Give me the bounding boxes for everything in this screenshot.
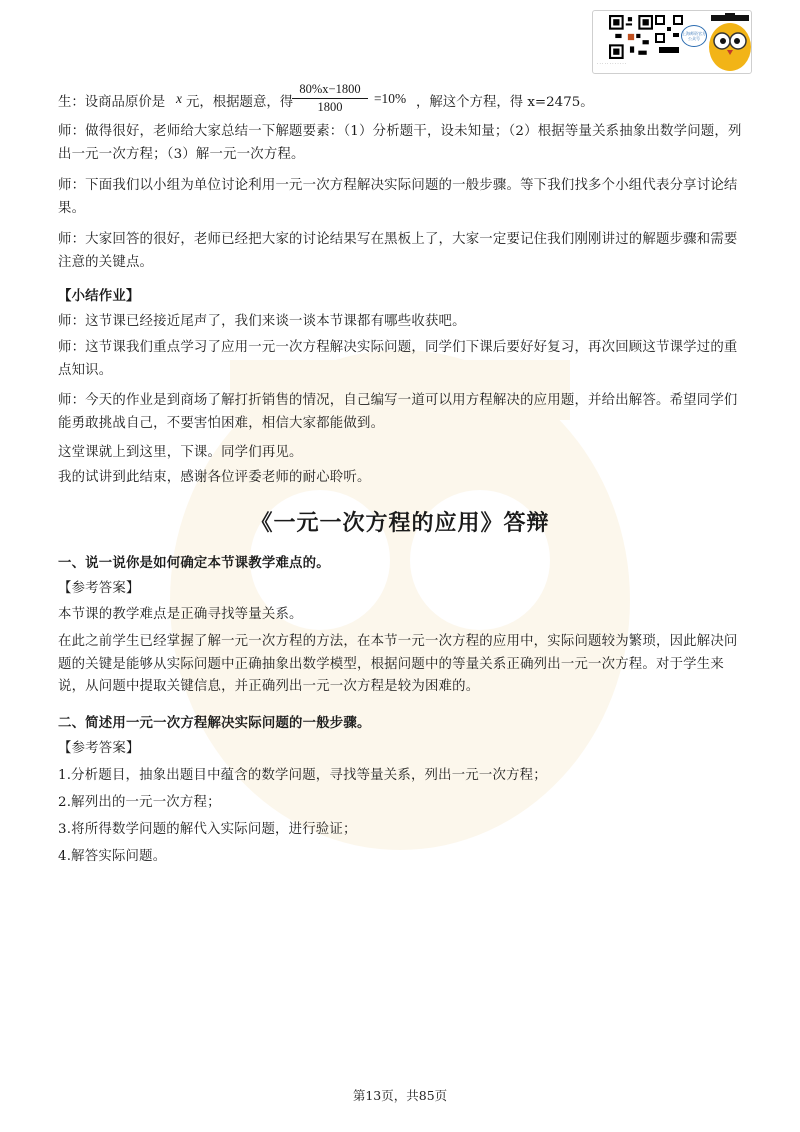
- badge-caption-dots: · · · · · · · · · · · ·: [597, 61, 627, 66]
- step-item: 3.将所得数学问题的解代入实际问题，进行验证；: [58, 822, 357, 837]
- speech-bubble: 上海师资官方公众号: [681, 25, 707, 47]
- page-title: 《一元一次方程的应用》答辩: [250, 510, 550, 536]
- question-1: 一、说一说你是如何确定本节课教学难点的。: [58, 555, 330, 571]
- step-item: 1.分析题目，抽象出题目中蕴含的数学问题，寻找等量关系，列出一元一次方程；: [58, 768, 547, 783]
- formula-equals: =10%: [374, 91, 407, 106]
- answer-1-line-2: 在此之前学生已经掌握了解一元一次方程的方法，在本节一元一次方程的应用中，实际问题较为繁琐，因此解决问题的关键是能够从实际问题中正确抽象出数学模型，根据问题中的等量关系正确列出一元一次方程。对于学生来说，从问题中提取关键信息，并正确列出一元一次方程是较为困难的。: [58, 634, 738, 695]
- question-2: 二、简述用一元一次方程解决实际问题的一般步骤。: [58, 715, 371, 731]
- reference-answer-label-1: 【参考答案】: [58, 581, 140, 596]
- fraction: [290, 82, 370, 115]
- qr-code-icon-secondary: [655, 15, 683, 59]
- reference-answer-label-2: 【参考答案】: [58, 741, 140, 756]
- fraction-numerator: 80%x−1800: [299, 82, 361, 96]
- formula-middle: 元，根据题意，得: [186, 95, 294, 110]
- section-heading-summary: 【小结作业】: [58, 288, 140, 304]
- formula-line: [58, 82, 748, 116]
- paragraph-blackboard: 师：大家回答的很好，老师已经把大家的讨论结果写在黑板上了，大家一定要记住我们刚刚讲过的解题步骤和需要注意的关键点。: [58, 232, 738, 270]
- paragraph-dismiss: 这堂课就上到这里，下课。同学们再见。: [58, 445, 303, 460]
- fraction-denominator: 1800: [317, 100, 343, 114]
- step-item: 2.解列出的一元一次方程；: [58, 795, 221, 810]
- paragraph-ending: 师：这节课已经接近尾声了，我们来谈一谈本节课都有哪些收获吧。: [58, 314, 466, 329]
- formula-before: 生：设商品原价是: [58, 95, 166, 110]
- paragraph-homework: 师：今天的作业是到商场了解打折销售的情况，自己编写一道可以用方程解决的应用题，并给出解答。希望同学们能勇敢挑战自己，不要害怕困难，相信大家都能做到。: [58, 393, 738, 431]
- header-badge: [592, 10, 752, 74]
- fraction-bar: [292, 98, 368, 99]
- answer-1-line-1: 本节课的教学难点是正确寻找等量关系。: [58, 607, 303, 622]
- paragraph-summary: 师：做得很好，老师给大家总结一下解题要素：（1）分析题干，设未知量；（2）根据等量关系抽象出数学问题，列出一元一次方程；（3）解一元一次方程。: [58, 124, 742, 162]
- step-item: 4.解答实际问题。: [58, 849, 167, 864]
- paragraph-closing: 我的试讲到此结束，感谢各位评委老师的耐心聆听。: [58, 470, 371, 485]
- formula-after: ，解这个方程，得 x=2475。: [416, 95, 594, 110]
- paragraph-review: 师：这节课我们重点学习了应用一元一次方程解决实际问题，同学们下课后要好好复习，再次回顾这节课学过的重点知识。: [58, 340, 738, 378]
- qr-code-icon: [609, 15, 653, 59]
- paragraph-group-discussion: 师：下面我们以小组为单位讨论利用一元一次方程解决实际问题的一般步骤。等下我们找多个小组代表分享讨论结果。: [58, 178, 738, 216]
- formula-variable: x: [176, 91, 182, 106]
- page-number: 第13页，共85页: [352, 1088, 448, 1103]
